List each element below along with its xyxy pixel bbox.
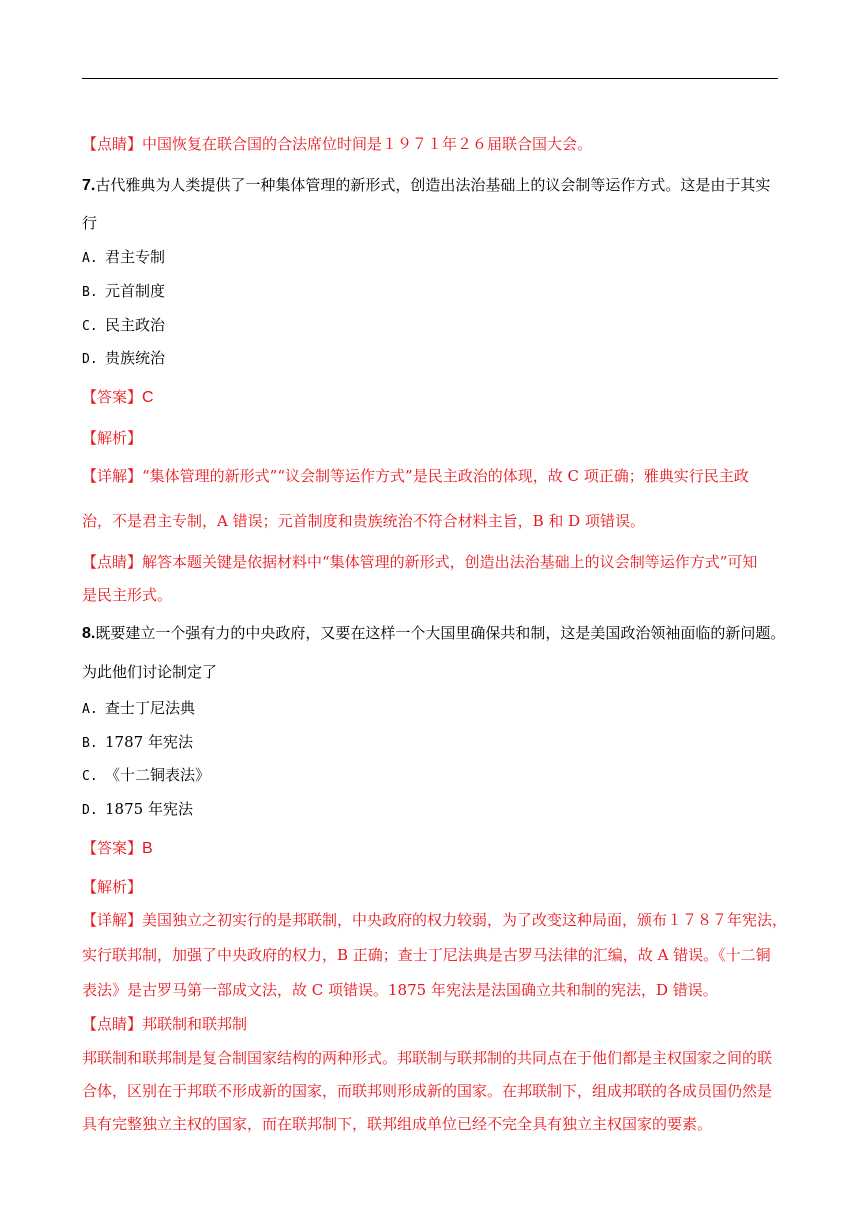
- option-letter: C.: [82, 769, 98, 784]
- option-text: 民主政治: [105, 316, 166, 334]
- option-text: 贵族统治: [105, 349, 166, 367]
- option-letter: A.: [82, 251, 98, 266]
- q8-option-c: [82, 765, 210, 787]
- header-rule: [82, 78, 778, 79]
- detail-text: 美国独立之初实行的是邦联制，中央政府的权力较弱，为了改变这种局面，颁布１７８７年宪法，: [142, 911, 788, 929]
- q8-detail-cont-1: 实行联邦制，加强了中央政府的权力，B 正确；查士丁尼法典是古罗马法律的汇编，故 A 错误。《十二铜: [82, 946, 771, 964]
- option-letter: B.: [82, 285, 98, 300]
- q8-tip-para-1: 邦联制和联邦制是复合制国家结构的两种形式。邦联制与联邦制的共同点在于他们都是主权国家之间的联: [82, 1049, 773, 1067]
- answer-value: B: [142, 840, 153, 857]
- question-number: 8.: [82, 625, 96, 642]
- option-text: 1875 年宪法: [105, 800, 193, 818]
- stem-text: 既要建立一个强有力的中央政府，又要在这样一个大国里确保共和制，这是美国政治领袖面临的新问题。: [95, 624, 786, 642]
- q8-option-a: [82, 698, 195, 720]
- tip-tag: 【点睛】: [82, 1015, 143, 1033]
- q8-tip: [82, 1014, 247, 1034]
- q8-answer: [82, 838, 153, 859]
- tip-tag: 【点睛】: [82, 135, 143, 153]
- q7-option-b: [82, 281, 165, 303]
- option-text: 元首制度: [105, 282, 166, 300]
- q8-tip-para-3: 具有完整独立主权的国家，而在联邦制下，联邦组成单位已经不完全具有独立主权国家的要素。: [82, 1115, 713, 1133]
- detail-tag: 【详解】: [82, 911, 143, 929]
- option-letter: D.: [82, 803, 98, 818]
- q7-answer: [82, 387, 154, 408]
- q8-tip-para-2: 合体，区别在于邦联不形成新的国家，而联邦则形成新的国家。在邦联制下，组成邦联的各成员国仍然是: [82, 1082, 773, 1100]
- q7-stem: [82, 175, 770, 196]
- q7-detail: [82, 466, 749, 486]
- option-text: 1787 年宪法: [105, 733, 193, 751]
- option-letter: D.: [82, 352, 98, 367]
- tip-title: 邦联制和联邦制: [142, 1015, 248, 1033]
- q7-tip: [82, 552, 757, 572]
- q8-option-d: [82, 799, 193, 821]
- q7-option-d: [82, 348, 165, 370]
- q7-option-c: [82, 315, 165, 337]
- option-letter: B.: [82, 736, 98, 751]
- tip-tag: 【点睛】: [82, 553, 143, 571]
- option-letter: A.: [82, 702, 98, 717]
- answer-tag: 【答案】: [82, 388, 143, 406]
- tip-text: 中国恢复在联合国的合法席位时间是１９７１年２６届联合国大会。: [142, 135, 593, 153]
- option-text: 《十二铜表法》: [105, 766, 211, 784]
- stem-text: 古代雅典为人类提供了一种集体管理的新形式，创造出法治基础上的议会制等运作方式。这是由于其实: [95, 176, 771, 194]
- detail-text: “集体管理的新形式”“议会制等运作方式”是民主政治的体现，故 C 项正确；雅典实行民主政: [142, 467, 749, 485]
- answer-tag: 【答案】: [82, 839, 143, 857]
- q8-option-b: [82, 732, 193, 754]
- q8-detail-cont-2: 表法》是古罗马第一部成文法，故 C 项错误。1875 年宪法是法国确立共和制的宪法，D 错误。: [82, 981, 718, 999]
- option-text: 查士丁尼法典: [105, 699, 196, 717]
- q7-tip-cont: 是民主形式。: [82, 586, 173, 604]
- option-letter: C.: [82, 319, 98, 334]
- q7-option-a: [82, 247, 165, 269]
- q6-tip: [82, 134, 592, 154]
- q8-stem-cont: 为此他们讨论制定了: [82, 663, 218, 681]
- q7-detail-cont: 治，不是君主专制，A 错误；元首制度和贵族统治不符合材料主旨，B 和 D 项错误。: [82, 512, 645, 530]
- q8-stem: [82, 623, 785, 644]
- question-number: 7.: [82, 177, 96, 194]
- q7-stem-cont: 行: [82, 214, 98, 232]
- q8-analysis-tag: 【解析】: [82, 878, 143, 896]
- q7-analysis-tag: 【解析】: [82, 429, 143, 447]
- option-text: 君主专制: [105, 248, 166, 266]
- tip-text: 解答本题关键是依据材料中“集体管理的新形式，创造出法治基础上的议会制等运作方式”可知: [142, 553, 758, 571]
- answer-value: C: [142, 389, 154, 406]
- detail-tag: 【详解】: [82, 467, 143, 485]
- q8-detail: [82, 910, 787, 930]
